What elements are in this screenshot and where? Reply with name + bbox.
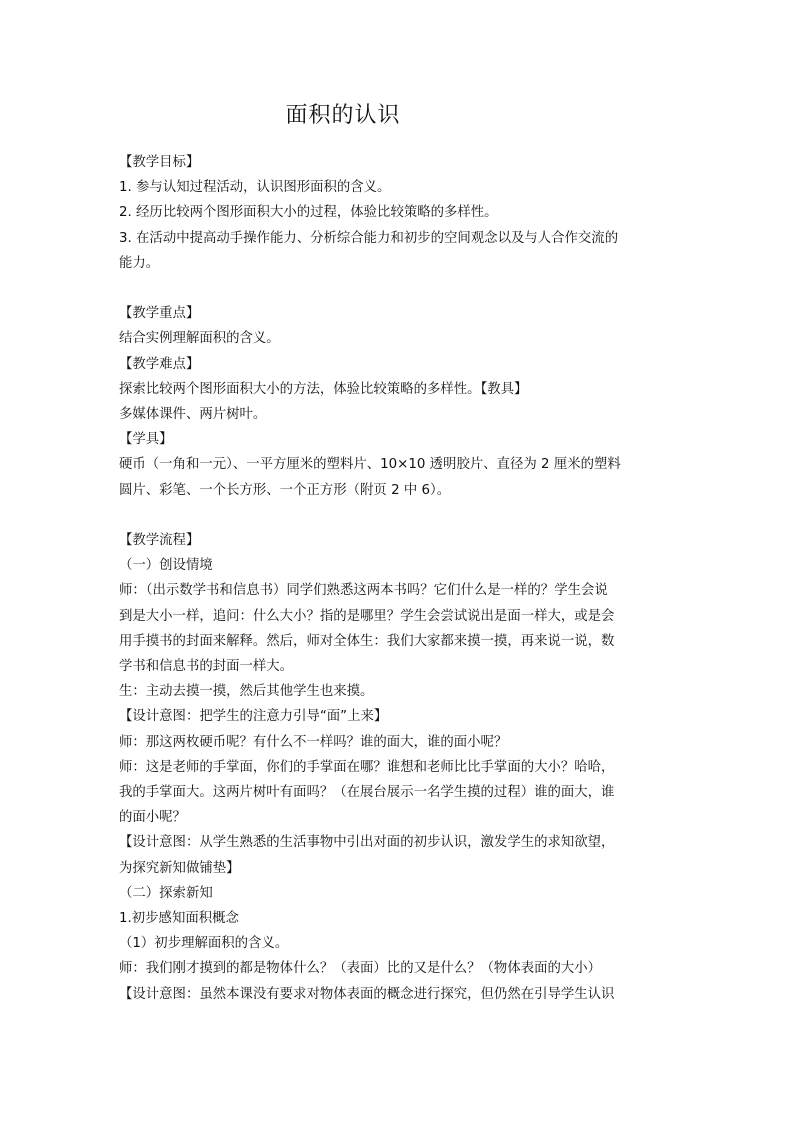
text-line: 师：那这两枚硬币呢？有什么不一样吗？谁的面大，谁的面小呢？ bbox=[119, 734, 508, 750]
text-line: 【教学流程】 bbox=[119, 533, 200, 549]
document-body bbox=[119, 150, 675, 1007]
text-line: 1.初步感知面积概念 bbox=[119, 911, 239, 927]
text-line: 硬币（一角和一元）、一平方厘米的塑料片、10×10 透明胶片、直径为 2 厘米的塑料 bbox=[119, 457, 621, 473]
text-line: 为探究新知做铺垫】 bbox=[119, 860, 240, 876]
text-line: 探索比较两个图形面积大小的方法，体验比较策略的多样性。【教具】 bbox=[119, 381, 528, 397]
text-line: 3. 在活动中提高动手操作能力、分析综合能力和初步的空间观念以及与人合作交流的 bbox=[119, 230, 619, 246]
text-line: 【设计意图：虽然本课没有要求对物体表面的概念进行探究，但仍然在引导学生认识 bbox=[119, 986, 615, 1002]
text-line: （一）创设情境 bbox=[119, 558, 213, 574]
text-line: 【设计意图：从学生熟悉的生活事物中引出对面的初步认识，激发学生的求知欲望， bbox=[119, 835, 615, 851]
text-line: 生：主动去摸一摸，然后其他学生也来摸。 bbox=[119, 684, 374, 700]
text-line: （二）探索新知 bbox=[119, 885, 213, 901]
text-line: 学书和信息书的封面一样大。 bbox=[119, 659, 294, 675]
text-line: 2. 经历比较两个图形面积大小的过程，体验比较策略的多样性。 bbox=[119, 205, 498, 221]
text-line: 我的手掌面大。这两片树叶有面吗？（在展台展示一名学生摸的过程）谁的面大，谁 bbox=[119, 785, 615, 801]
text-line: 【学具】 bbox=[119, 432, 173, 448]
text-line: 到是大小一样，追问：什么大小？指的是哪里？学生会尝试说出是面一样大，或是会 bbox=[119, 608, 615, 624]
blank-line bbox=[119, 276, 675, 301]
text-line: 能力。 bbox=[119, 255, 160, 271]
text-line: 的面小呢？ bbox=[119, 810, 186, 826]
text-line: 【教学重点】 bbox=[119, 306, 200, 322]
text-line: 多媒体课件、两片树叶。 bbox=[119, 407, 267, 423]
text-line: 【教学难点】 bbox=[119, 356, 200, 372]
text-line: （1）初步理解面积的含义。 bbox=[119, 936, 289, 952]
text-line: 【设计意图：把学生的注意力引导“面”上来】 bbox=[119, 709, 388, 725]
blank-line bbox=[119, 503, 675, 528]
text-line: 1. 参与认知过程活动，认识图形面积的含义。 bbox=[119, 180, 391, 196]
text-line: 师：（出示数学书和信息书）同学们熟悉这两本书吗？它们什么是一样的？学生会说 bbox=[119, 583, 608, 599]
text-line: 师：这是老师的手掌面，你们的手掌面在哪？谁想和老师比比手掌面的大小？哈哈， bbox=[119, 759, 615, 775]
page-title: 面积的认识 bbox=[285, 103, 401, 128]
text-line: 【教学目标】 bbox=[119, 155, 200, 170]
text-line: 圆片、彩笔、一个长方形、一个正方形（附页 2 中 6）。 bbox=[119, 482, 451, 498]
text-line: 结合实例理解面积的含义。 bbox=[119, 331, 280, 347]
text-line: 师：我们刚才摸到的都是物体什么？（表面）比的又是什么？（物体表面的大小） bbox=[119, 961, 602, 977]
text-line: 用手摸书的封面来解释。然后，师对全体生：我们大家都来摸一摸，再来说一说，数 bbox=[119, 633, 615, 649]
